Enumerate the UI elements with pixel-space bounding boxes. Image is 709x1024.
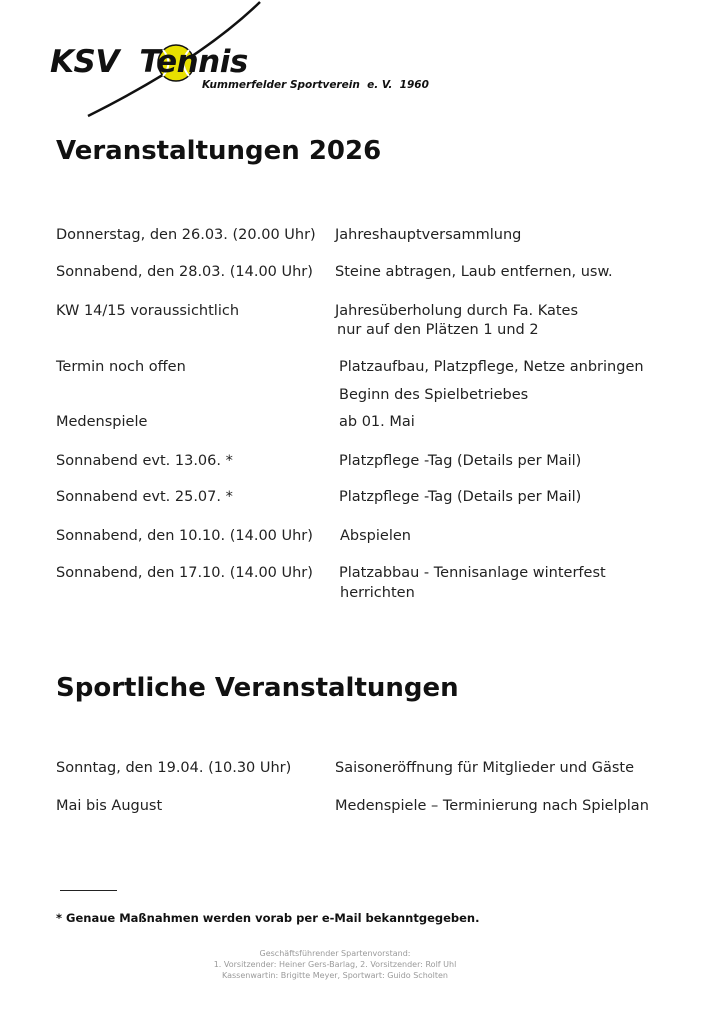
footnote-divider	[60, 890, 117, 891]
event-description: Abspielen	[340, 528, 411, 544]
logo-title: KSV Tennis	[50, 44, 248, 80]
event-date: Mai bis August	[56, 798, 163, 814]
club-logo	[50, 0, 480, 118]
event-description: Medenspiele – Terminierung nach Spielplan	[335, 798, 649, 814]
logo-subtitle: Kummerfelder Sportverein e. V. 1960	[202, 79, 429, 91]
event-description-continued: herrichten	[340, 585, 415, 601]
event-description: Steine abtragen, Laub entfernen, usw.	[335, 264, 613, 280]
event-description: Platzpflege -Tag (Details per Mail)	[339, 489, 582, 505]
footer-line: 1. Vorsitzender: Heiner Gers-Barlag, 2. Vorsitzender: Rolf Uhl	[213, 960, 457, 969]
event-date: Sonnabend, den 17.10. (14.00 Uhr)	[56, 565, 313, 581]
event-description: Beginn des Spielbetriebes	[339, 387, 529, 403]
event-description: Saisoneröffnung für Mitglieder und Gäste	[335, 760, 634, 776]
event-date: Sonnabend, den 10.10. (14.00 Uhr)	[56, 528, 313, 544]
section-title-sportliche-veranstaltungen: Sportliche Veranstaltungen	[56, 673, 459, 703]
event-description-continued: nur auf den Plätzen 1 und 2	[337, 322, 539, 338]
event-description: Platzaufbau, Platzpflege, Netze anbringen	[339, 359, 644, 375]
event-description: ab 01. Mai	[339, 414, 415, 430]
footer-board-info	[150, 948, 520, 981]
section-title-veranstaltungen: Veranstaltungen 2026	[56, 136, 382, 166]
event-date: KW 14/15 voraussichtlich	[56, 303, 240, 319]
event-date: Sonnabend evt. 25.07. *	[56, 489, 233, 505]
event-description: Platzabbau - Tennisanlage winterfest	[339, 565, 606, 581]
footer-line: Geschäftsführender Spartenvorstand:	[259, 949, 411, 958]
event-date: Donnerstag, den 26.03. (20.00 Uhr)	[56, 227, 316, 243]
footer-line: Kassenwartin: Brigitte Meyer, Sportwart: Guido Scholten	[221, 971, 449, 980]
event-date: Medenspiele	[56, 414, 148, 430]
footnote: * Genaue Maßnahmen werden vorab per e-Mail bekanntgegeben.	[56, 911, 480, 925]
event-date: Termin noch offen	[56, 359, 186, 375]
event-description: Jahresüberholung durch Fa. Kates	[335, 303, 578, 319]
event-date: Sonnabend, den 28.03. (14.00 Uhr)	[56, 264, 313, 280]
event-date: Sonntag, den 19.04. (10.30 Uhr)	[56, 760, 292, 776]
event-description: Jahreshauptversammlung	[335, 227, 522, 243]
event-description: Platzpflege -Tag (Details per Mail)	[339, 453, 582, 469]
event-date: Sonnabend evt. 13.06. *	[56, 453, 233, 469]
